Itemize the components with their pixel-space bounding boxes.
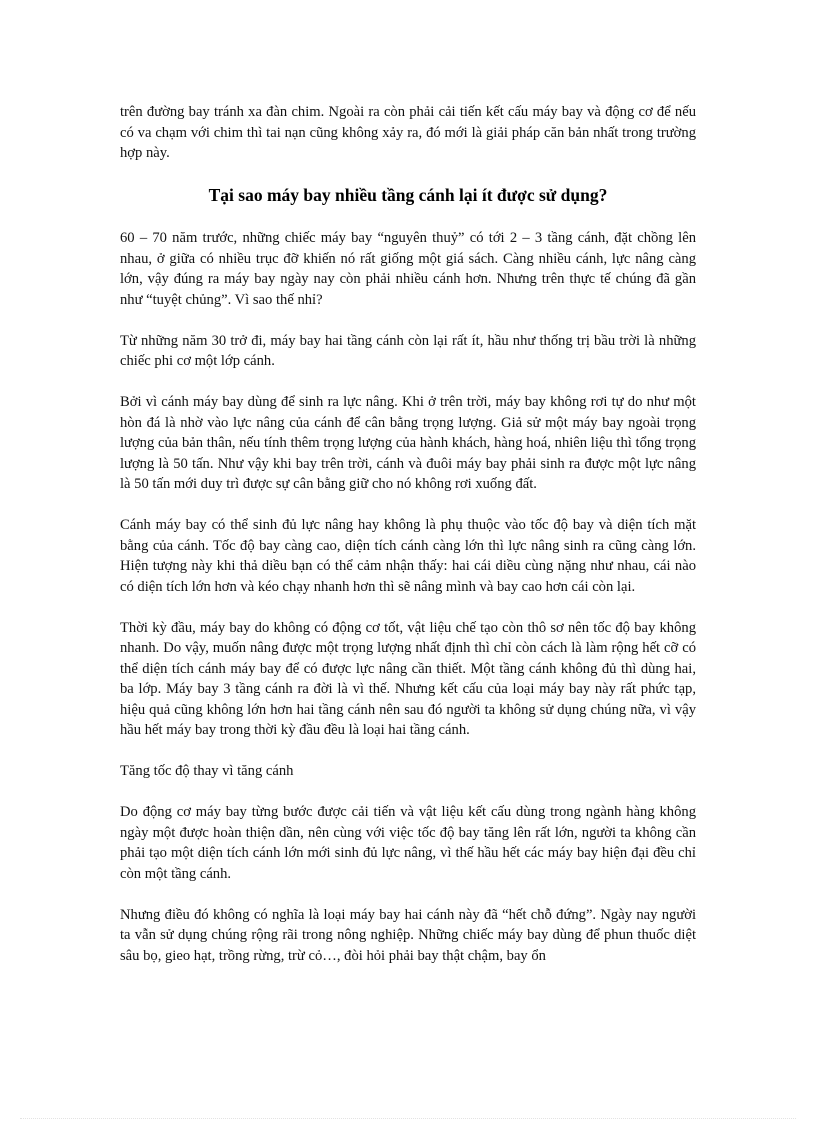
paragraph-5: Thời kỳ đầu, máy bay do không có động cơ tốt, vật liệu chế tạo còn thô sơ nên tốc độ bay không nhanh. Do vậy, muốn nâng được một trọng lượng nhất định thì chỉ còn cách là làm rộng hết cỡ có thể diện tích cánh máy bay để có được lực nâng cần thiết. Một tầng cánh không đủ thì dùng hai, ba lớp. Máy bay 3 tầng cánh ra đời là vì thế. Nhưng kết cấu của loại máy bay này rất phức tạp, hiệu quả cũng không lớn hơn hai tầng cánh nên sau đó người ta không sử dụng chúng nữa, vì vậy hầu hết máy bay trong thời kỳ đầu đều là loại hai tầng cánh. [120,619,696,738]
section-subheading: Tăng tốc độ thay vì tăng cánh [120,763,294,779]
page-bottom-divider [20,1118,796,1119]
article-title: Tại sao máy bay nhiều tầng cánh lại ít được sử dụng? [208,185,608,205]
paragraph-7: Nhưng điều đó không có nghĩa là loại máy bay hai cánh này đã “hết chỗ đứng”. Ngày nay người ta vẫn sử dụng chúng rộng rãi trong nông nghiệp. Những chiếc máy bay dùng để phun thuốc diệt sâu bọ, gieo hạt, trồng rừng, trừ cỏ…, đòi hỏi phải bay thật chậm, bay ổn [120,906,696,964]
paragraph-2: Từ những năm 30 trở đi, máy bay hai tầng cánh còn lại rất ít, hầu như thống trị bầu trời là những chiếc phi cơ một lớp cánh. [120,332,696,369]
paragraph-4: Cánh máy bay có thể sinh đủ lực nâng hay không là phụ thuộc vào tốc độ bay và diện tích mặt bằng của cánh. Tốc độ bay càng cao, diện tích cánh càng lớn thì lực nâng sinh ra cũng càng lớn. Hiện tượng này khi thả diều bạn có thể cảm nhận thấy: hai cái diều cùng nặng như nhau, cái nào có diện tích lớn hơn và kéo chạy nhanh hơn thì sẽ nâng mình và bay cao hơn cái còn lại. [120,517,696,595]
paragraph-1: 60 – 70 năm trước, những chiếc máy bay “nguyên thuỷ” có tới 2 – 3 tầng cánh, đặt chồng lên nhau, ở giữa có nhiều trục đỡ khiến nó rất giống một giá sách. Càng nhiều cánh, lực nâng càng lớn, vậy đúng ra máy bay ngày nay còn phải nhiều cánh hơn. Nhưng trên thực tế chúng đã gần như “tuyệt chủng”. Vì sao thế nhỉ? [120,230,696,308]
paragraph-6: Do động cơ máy bay từng bước được cải tiến và vật liệu kết cấu dùng trong ngành hàng không ngày một được hoàn thiện dần, nên cùng với việc tốc độ bay tăng lên rất lớn, người ta không cần phải tạo một diện tích cánh lớn mới sinh đủ lực nâng, vì thế hầu hết các máy bay hiện đại đều chỉ còn một tầng cánh. [120,804,696,882]
document-body [120,102,696,987]
intro-paragraph: trên đường bay tránh xa đàn chim. Ngoài ra còn phải cải tiến kết cấu máy bay và động cơ để nếu có va chạm với chim thì tai nạn cũng không xảy ra, đó mới là giải pháp căn bản nhất trong trường hợp này. [120,104,696,161]
paragraph-3: Bởi vì cánh máy bay dùng để sinh ra lực nâng. Khi ở trên trời, máy bay không rơi tự do như một hòn đá là nhờ vào lực nâng của cánh để cân bằng trọng lượng. Giả sử một máy bay ngoài trọng lượng của bản thân, nếu tính thêm trọng lượng của hành khách, hàng hoá, nhiên liệu thì tổng trọng lượng là 50 tấn. Như vậy khi bay trên trời, cánh và đuôi máy bay phải sinh ra được một lực nâng là 50 tấn mới duy trì được sự cân bằng giữ cho nó không rơi xuống đất. [120,394,696,492]
